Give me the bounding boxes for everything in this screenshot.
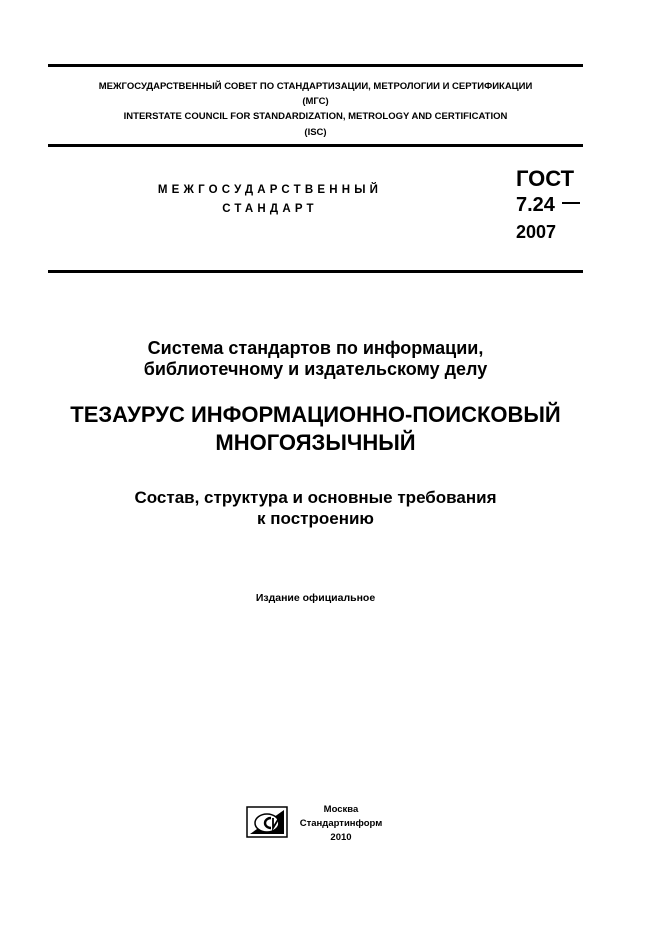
council-abbr-ru: (МГС) [302, 96, 329, 107]
series-title-line1: Система стандартов по информации, [147, 338, 484, 358]
middle-divider [48, 144, 583, 147]
publisher-city: Москва [323, 804, 359, 815]
edition-note: Издание официальное [255, 592, 376, 604]
standard-type-line2: СТАНДАРТ [222, 203, 318, 215]
council-abbr-en: (ISC) [304, 127, 327, 138]
council-name-ru: МЕЖГОСУДАРСТВЕННЫЙ СОВЕТ ПО СТАНДАРТИЗАЦИИ, МЕТРОЛОГИИ И СЕРТИФИКАЦИИ [98, 81, 533, 92]
series-title-line2: библиотечному и издательскому делу [143, 359, 488, 379]
bottom-divider [48, 270, 583, 273]
gost-word: ГОСТ [516, 166, 575, 191]
gost-number: 7.24 [516, 194, 555, 216]
council-name-en: INTERSTATE COUNCIL FOR STANDARDIZATION, METROLOGY AND CERTIFICATION [123, 111, 508, 122]
top-divider [48, 64, 583, 67]
document-title-line2: МНОГОЯЗЫЧНЫЙ [215, 430, 416, 455]
document-subtitle-line2: к построению [257, 509, 374, 528]
gost-year: 2007 [516, 222, 557, 242]
publication-year: 2010 [330, 832, 352, 843]
standard-type-line1: МЕЖГОСУДАРСТВЕННЫЙ [157, 184, 383, 196]
document-subtitle-line1: Состав, структура и основные требования [134, 488, 497, 507]
standartinform-logo-icon [246, 806, 288, 838]
designation-dash [562, 202, 580, 204]
publisher-name: Стандартинформ [299, 818, 383, 829]
document-title-line1: ТЕЗАУРУС ИНФОРМАЦИОННО-ПОИСКОВЫЙ [70, 402, 561, 427]
